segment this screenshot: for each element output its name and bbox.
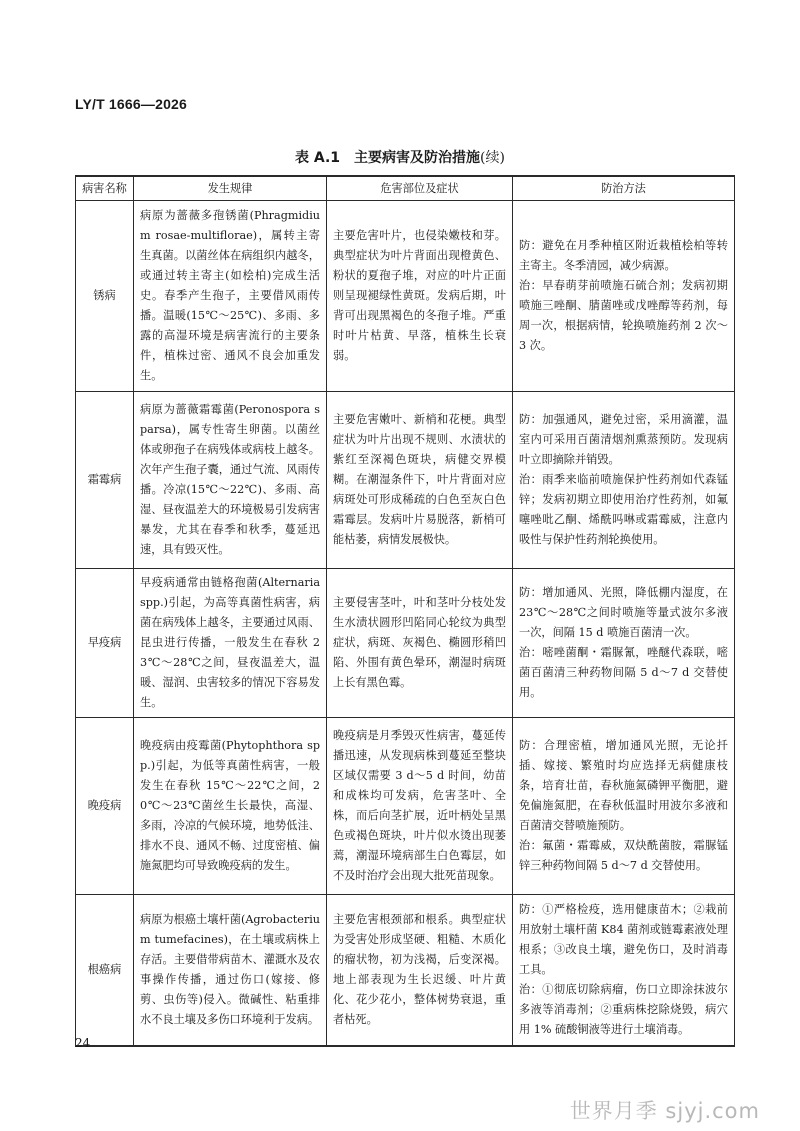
prevention-text: 防：合理密植，增加通风光照，无论扦插、嫁接、繁殖时均应选择无病健康枝条，培育壮苗，春秋施氮磷钾平衡肥，避免偏施氮肥，在春秋低温时用波尔多液和百菌清交替喷施预防。: [519, 739, 728, 832]
occurrence-pattern: 病原为蔷薇多孢锈菌(Phragmidium rosae-multiflorae)，属转主寄生真菌。以菌丝体在病组织内越冬，或通过转主寄主(如桧柏)完成生活史。春季产生孢子，主要借风雨传播。温暖(15℃～25℃)、多雨、多露的高湿环境是病害流行的主要条件，植株过密、通风不良会加重发生。: [134, 201, 327, 392]
occurrence-pattern: 早疫病通常由链格孢菌(Alternaria spp.)引起，为高等真菌性病害，病菌在病残体上越冬，主要通过风雨、昆虫进行传播，一般发生在春秋 23℃～28℃之间，昼夜温差大，温暖、湿润、虫害较多的情况下容易发生。: [134, 569, 327, 718]
prevention-text: 防：加强通风，避免过密，采用滴灌，温室内可采用百菌清烟剂熏蒸预防。发现病叶立即摘除并销毁。: [519, 413, 728, 466]
prevention-text: 防：增加通风、光照，降低棚内湿度，在 23℃～28℃之间时喷施等量式波尔多液一次，间隔 15 d 喷施百菌清一次。: [519, 586, 728, 639]
disease-name: 早疫病: [76, 569, 134, 718]
table-row: [76, 392, 735, 569]
damage-symptoms: 主要危害嫩叶、新梢和花梗。典型症状为叶片出现不规则、水渍状的紫红至深褐色斑块，病健交界模糊。在潮湿条件下，叶片背面对应病斑处可形成稀疏的白色至灰白色霜霉层。发病叶片易脱落，新梢可能枯萎，病情发展极快。: [327, 392, 513, 569]
table-title-continued: (续): [480, 150, 505, 166]
treatment-text: 治：嘧唑菌酮・霜脲氰，唑醚代森联，嘧菌百菌清三种药物间隔 5 d～7 d 交替使用。: [519, 646, 728, 699]
control-methods: [513, 718, 735, 895]
table-header-row: [76, 176, 735, 201]
control-methods: [513, 569, 735, 718]
table-row: [76, 718, 735, 895]
control-methods: [513, 392, 735, 569]
standard-code: LY/T 1666—2026: [75, 96, 188, 112]
occurrence-pattern: 晚疫病由疫霉菌(Phytophthora spp.)引起，为低等真菌性病害，一般发生在春秋 15℃～22℃之间，20℃～23℃菌丝生长最快，高湿、多雨，冷凉的气候环境，地势低洼、排水不良、通风不畅、过度密植、偏施氮肥均可导致晚疫病的发生。: [134, 718, 327, 895]
column-header-pattern: 发生规律: [134, 176, 327, 201]
disease-name: 霜霉病: [76, 392, 134, 569]
control-methods: [513, 895, 735, 1046]
damage-symptoms: 主要危害叶片，也侵染嫩枝和芽。典型症状为叶片背面出现橙黄色、粉状的夏孢子堆，对应的叶片正面则呈现褪绿性黄斑。发病后期，叶背可出现黑褐色的冬孢子堆。严重时叶片枯黄、早落，植株生长衰弱。: [327, 201, 513, 392]
column-header-symptoms: 危害部位及症状: [327, 176, 513, 201]
table-title-text: 表 A.1 主要病害及防治措施: [295, 150, 481, 166]
damage-symptoms: 主要危害根颈部和根系。典型症状为受害处形成坚硬、粗糙、木质化的瘤状物，初为浅褐，后变深褐。地上部表现为生长迟缓、叶片黄化、花少花小，整体树势衰退，重者枯死。: [327, 895, 513, 1046]
table-row: [76, 201, 735, 392]
disease-name: 根癌病: [76, 895, 134, 1046]
column-header-disease: 病害名称: [76, 176, 134, 201]
damage-symptoms: 晚疫病是月季毁灭性病害，蔓延传播迅速，从发现病株到蔓延至整块区域仅需要 3 d～5 d 时间，幼苗和成株均可发病，危害茎叶、全株，而后向茎扩展，近叶柄处呈黑色或褐色斑块，叶片似水烫出现萎蔫，潮湿环境病部生白色霉层，如不及时治疗会出现大批死苗现象。: [327, 718, 513, 895]
table-row: [76, 569, 735, 718]
control-methods: [513, 201, 735, 392]
treatment-text: 治：氟菌・霜霉威，双炔酰菌胺，霜脲锰锌三种药物间隔 5 d～7 d 交替使用。: [519, 839, 728, 872]
prevention-text: 防：避免在月季种植区附近栽植桧柏等转主寄主。冬季清园，减少病源。: [519, 239, 728, 272]
watermark: 世界月季 sjyj.com: [569, 1099, 760, 1123]
table-title: [0, 147, 800, 167]
column-header-prevention: 防治方法: [513, 176, 735, 201]
disease-name: 锈病: [76, 201, 134, 392]
occurrence-pattern: 病原为根癌土壤杆菌(Agrobacterium tumefacines)，在土壤或病株上存活。主要借带病苗木、灌溉水及农事操作传播，通过伤口(嫁接、修剪、虫伤等)侵入。微碱性、粘重排水不良土壤及多伤口环境利于发病。: [134, 895, 327, 1046]
page-number: 24: [75, 1036, 91, 1050]
treatment-text: 治：早春萌芽前喷施石硫合剂；发病初期喷施三唑酮、腈菌唑或戊唑醇等药剂，每周一次，根据病情，轮换喷施药剂 2 次～3 次。: [519, 279, 728, 352]
occurrence-pattern: 病原为蔷薇霜霉菌(Peronospora sparsa)，属专性寄生卵菌。以菌丝体或卵孢子在病残体或病枝上越冬。次年产生孢子囊，通过气流、风雨传播。冷凉(15℃～22℃)、多雨、高湿、昼夜温差大的环境极易引发病害暴发，尤其在春季和秋季，蔓延迅速，具有毁灭性。: [134, 392, 327, 569]
treatment-text: 治：雨季来临前喷施保护性药剂如代森锰锌；发病初期立即使用治疗性药剂，如氟噻唑吡乙酮、烯酰吗啉或霜霉威，注意内吸性与保护性药剂轮换使用。: [519, 473, 728, 546]
disease-name: 晚疫病: [76, 718, 134, 895]
treatment-text: 治：①彻底切除病瘤，伤口立即涂抹波尔多液等消毒剂；②重病株挖除烧毁，病穴用 1% 硫酸铜液等进行土壤消毒。: [519, 982, 728, 1036]
disease-table: [75, 175, 735, 1047]
prevention-text: 防：①严格检疫，选用健康苗木；②栽前用放射土壤杆菌 K84 菌剂或链霉素液处理根系；③改良土壤，避免伤口，及时消毒工具。: [519, 902, 728, 976]
damage-symptoms: 主要侵害茎叶，叶和茎叶分枝处发生水渍状圆形凹陷同心轮纹为典型症状，病斑、灰褐色、椭圆形稍凹陷、外围有黄色晕环，潮湿时病斑上长有黑色霉。: [327, 569, 513, 718]
table-row: [76, 895, 735, 1046]
